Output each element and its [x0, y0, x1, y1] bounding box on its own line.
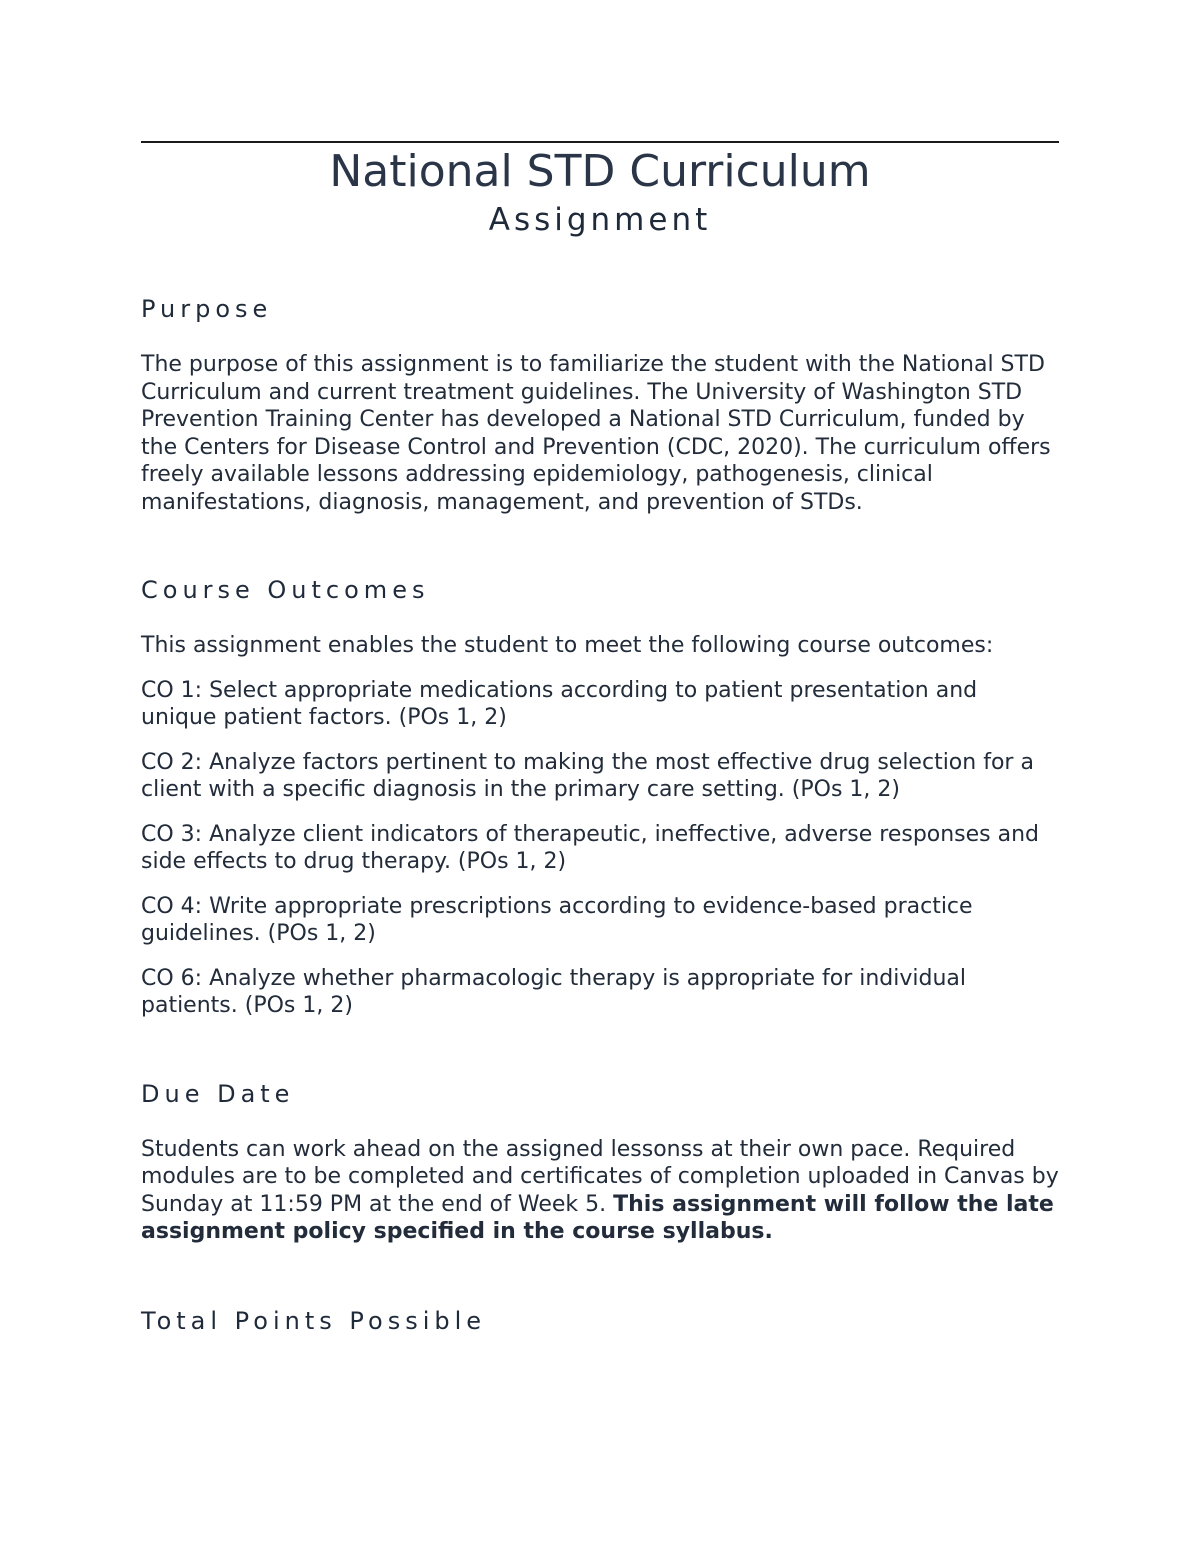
- course-outcome-item: CO 3: Analyze client indicators of therapeutic, ineffective, adverse responses and side effects to drug therapy. (POs 1, 2): [141, 821, 1040, 874]
- late-policy-note: This assignment will follow the late assignment policy specified in the course syllabus.: [141, 1191, 1054, 1244]
- purpose-heading: Purpose: [141, 295, 273, 323]
- course-outcome-item: CO 4: Write appropriate prescriptions according to evidence-based practice guidelines. (POs 1, 2): [141, 893, 973, 946]
- due-date-text: [141, 1136, 1059, 1246]
- document-subtitle: Assignment: [488, 202, 712, 238]
- course-outcome-item: CO 2: Analyze factors pertinent to making the most effective drug selection for a client with a specific diagnosis in the primary care setting. (POs 1, 2): [141, 749, 1034, 802]
- due-date-body: Students can work ahead on the assigned lessonss at their own pace. Required modules are to be completed and certificates of completion uploaded in Canvas by Sunday at 11:59 PM at the end of Week 5.: [141, 1136, 1059, 1217]
- course-outcomes-heading: Course Outcomes: [141, 576, 430, 604]
- title-rule: [141, 141, 1059, 143]
- course-outcomes-intro: This assignment enables the student to meet the following course outcomes:: [141, 633, 994, 658]
- course-outcome-item: CO 6: Analyze whether pharmacologic therapy is appropriate for individual patients. (POs 1, 2): [141, 965, 966, 1018]
- total-points-heading: Total Points Possible: [141, 1306, 487, 1335]
- due-date-heading: Due Date: [141, 1079, 295, 1108]
- document-title: National STD Curriculum: [329, 146, 871, 197]
- course-outcome-item: CO 1: Select appropriate medications according to patient presentation and unique patient factors. (POs 1, 2): [141, 677, 978, 730]
- purpose-text: The purpose of this assignment is to familiarize the student with the National STD Curriculum and current treatment guidelines. The University of Washington STD Prevention Training Center has developed a National STD Curriculum, funded by the Centers for Disease Control and Prevention (CDC, 2020). The curriculum offers freely available lessons addressing epidemiology, pathogenesis, clinical manifestations, diagnosis, management, and prevention of STDs.: [141, 352, 1051, 515]
- document-page: [141, 141, 1059, 1336]
